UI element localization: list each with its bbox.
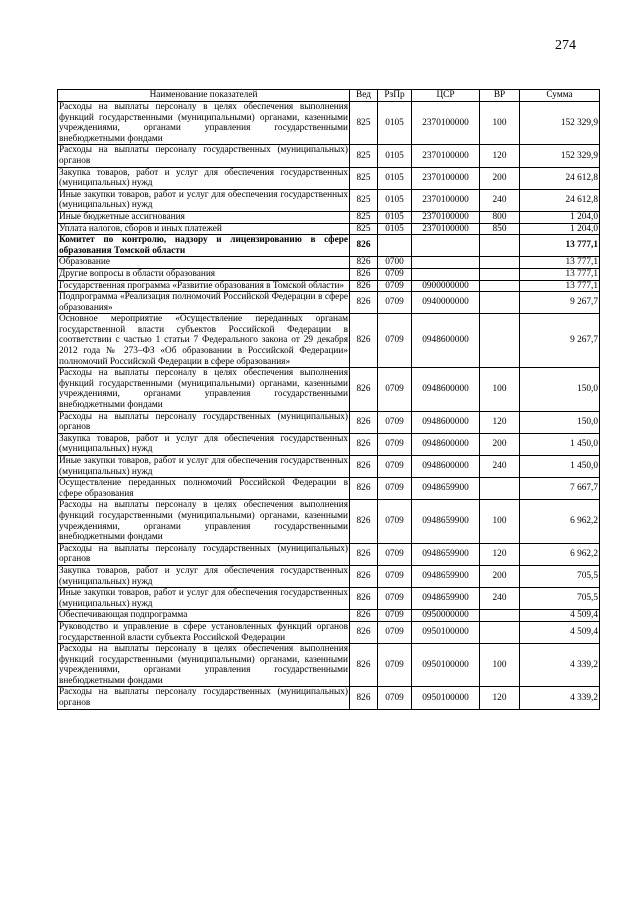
cell-csr: 0950100000 bbox=[412, 687, 480, 709]
cell-vr bbox=[480, 268, 520, 280]
cell-name: Другие вопросы в области образования bbox=[58, 268, 350, 280]
cell-ved: 826 bbox=[350, 235, 378, 257]
table-row bbox=[58, 145, 600, 167]
cell-rzpr: 0709 bbox=[378, 456, 412, 478]
cell-rzpr: 0105 bbox=[378, 223, 412, 235]
table-body bbox=[58, 102, 600, 710]
table-header-row bbox=[58, 90, 600, 102]
cell-rzpr: 0105 bbox=[378, 189, 412, 211]
cell-vr: 200 bbox=[480, 565, 520, 587]
cell-rzpr: 0105 bbox=[378, 211, 412, 223]
cell-csr: 2370100000 bbox=[412, 223, 480, 235]
cell-rzpr: 0709 bbox=[378, 411, 412, 433]
cell-rzpr: 0700 bbox=[378, 257, 412, 269]
cell-sum: 6 962,2 bbox=[520, 543, 600, 565]
cell-name: Расходы на выплаты персоналу государственных (муниципальных) органов bbox=[59, 687, 348, 709]
cell-rzpr: 0709 bbox=[378, 687, 412, 709]
cell-csr bbox=[412, 235, 480, 257]
cell-sum: 152 329,9 bbox=[520, 145, 600, 167]
table-row bbox=[58, 268, 600, 280]
cell-name: Осуществление переданных полномочий Российской Федерации в сфере образования bbox=[59, 478, 348, 499]
table-row bbox=[58, 565, 600, 587]
cell-name: Расходы на выплаты персоналу государственных (муниципальных) органов bbox=[59, 411, 348, 433]
cell-sum: 13 777,1 bbox=[520, 268, 600, 280]
cell-name: Расходы на выплаты персоналу государственных (муниципальных) органов bbox=[59, 145, 348, 166]
cell-vr: 100 bbox=[480, 644, 520, 687]
cell-csr: 0948659900 bbox=[412, 478, 480, 500]
cell-ved: 826 bbox=[350, 610, 378, 622]
cell-name: Расходы на выплаты персоналу в целях обеспечения выполнения функций государственными (муниципальными) органами, казенными учреждениями, органами управления государственными внебюджетными фондами bbox=[59, 102, 348, 144]
table-row bbox=[58, 314, 600, 368]
cell-vr: 120 bbox=[480, 145, 520, 167]
cell-ved: 825 bbox=[350, 189, 378, 211]
cell-csr: 0948659900 bbox=[412, 565, 480, 587]
cell-rzpr: 0709 bbox=[378, 478, 412, 500]
budget-table bbox=[57, 89, 600, 710]
cell-vr: 200 bbox=[480, 433, 520, 455]
table-row bbox=[58, 368, 600, 411]
cell-ved: 826 bbox=[350, 588, 378, 610]
cell-vr: 850 bbox=[480, 223, 520, 235]
cell-sum: 7 667,7 bbox=[520, 478, 600, 500]
cell-rzpr: 0709 bbox=[378, 621, 412, 643]
cell-ved: 826 bbox=[350, 543, 378, 565]
cell-name: Иные закупки товаров, работ и услуг для обеспечения государственных (муниципальных) нужд bbox=[59, 588, 348, 609]
cell-name: Расходы на выплаты персоналу в целях обеспечения выполнения функций государственными (муниципальными) органами, казенными учреждениями, органами управления государственными внебюджетными фондами bbox=[59, 368, 348, 411]
cell-csr bbox=[412, 257, 480, 269]
cell-sum: 4 339,2 bbox=[520, 687, 600, 709]
cell-ved: 825 bbox=[350, 223, 378, 235]
cell-rzpr: 0709 bbox=[378, 280, 412, 292]
cell-name: Комитет по контролю, надзору и лицензированию в сфере образования Томской области bbox=[59, 235, 348, 256]
cell-name: Расходы на выплаты персоналу в целях обеспечения выполнения функций государственными (муниципальными) органами, казенными учреждениями, органами управления государственными внебюджетными фондами bbox=[59, 644, 348, 686]
cell-sum: 705,5 bbox=[520, 565, 600, 587]
table-row bbox=[58, 102, 600, 145]
cell-ved: 826 bbox=[350, 644, 378, 687]
cell-sum: 4 509,4 bbox=[520, 621, 600, 643]
cell-vr bbox=[480, 280, 520, 292]
cell-name: Расходы на выплаты персоналу государственных (муниципальных) органов bbox=[59, 543, 348, 565]
cell-ved: 826 bbox=[350, 478, 378, 500]
cell-vr bbox=[480, 314, 520, 368]
cell-csr: 0948659900 bbox=[412, 500, 480, 543]
cell-csr: 2370100000 bbox=[412, 167, 480, 189]
cell-ved: 826 bbox=[350, 314, 378, 368]
cell-csr: 0948600000 bbox=[412, 368, 480, 411]
cell-csr: 0950000000 bbox=[412, 610, 480, 622]
header-name: Наименование показателей bbox=[58, 90, 350, 102]
cell-sum: 24 612,8 bbox=[520, 167, 600, 189]
cell-name: Иные закупки товаров, работ и услуг для обеспечения государственных (муниципальных) нужд bbox=[59, 189, 348, 211]
cell-rzpr: 0709 bbox=[378, 610, 412, 622]
cell-vr: 100 bbox=[480, 500, 520, 543]
table-row bbox=[58, 610, 600, 622]
cell-rzpr: 0709 bbox=[378, 268, 412, 280]
table-row bbox=[58, 235, 600, 257]
table-row bbox=[58, 543, 600, 565]
cell-ved: 826 bbox=[350, 565, 378, 587]
cell-vr: 120 bbox=[480, 411, 520, 433]
table-row bbox=[58, 433, 600, 455]
cell-csr bbox=[412, 268, 480, 280]
cell-name: Основное мероприятие «Осуществление переданных органам государственной власти субъектов Российской Федерации в соответствии с частью 1 статьи 7 Федерального закона от 29 декабря 2012 года № 273–ФЗ «Об образовании в Российской Федерации» полномочий Российской Федерации в сфере образования» bbox=[59, 314, 348, 367]
table-row bbox=[58, 644, 600, 687]
table-row bbox=[58, 257, 600, 269]
cell-sum: 4 509,4 bbox=[520, 610, 600, 622]
cell-sum: 1 450,0 bbox=[520, 433, 600, 455]
cell-csr: 0948600000 bbox=[412, 411, 480, 433]
cell-rzpr: 0709 bbox=[378, 644, 412, 687]
cell-vr: 100 bbox=[480, 368, 520, 411]
cell-name: Руководство и управление в сфере установленных функций органов государственной власти субъекта Российской Федерации bbox=[59, 621, 348, 643]
cell-csr: 0950100000 bbox=[412, 644, 480, 687]
cell-rzpr: 0709 bbox=[378, 588, 412, 610]
cell-sum: 1 204,0 bbox=[520, 211, 600, 223]
cell-sum: 24 612,8 bbox=[520, 189, 600, 211]
cell-rzpr: 0709 bbox=[378, 368, 412, 411]
cell-sum: 150,0 bbox=[520, 368, 600, 411]
cell-vr bbox=[480, 257, 520, 269]
cell-sum: 1 450,0 bbox=[520, 456, 600, 478]
cell-rzpr: 0105 bbox=[378, 102, 412, 145]
cell-vr: 240 bbox=[480, 588, 520, 610]
cell-vr bbox=[480, 478, 520, 500]
cell-ved: 826 bbox=[350, 433, 378, 455]
cell-ved: 826 bbox=[350, 687, 378, 709]
cell-sum: 9 267,7 bbox=[520, 292, 600, 314]
header-sum: Сумма bbox=[520, 90, 600, 102]
cell-sum: 13 777,1 bbox=[520, 235, 600, 257]
table-row bbox=[58, 280, 600, 292]
cell-ved: 826 bbox=[350, 280, 378, 292]
cell-name: Закупка товаров, работ и услуг для обеспечения государственных (муниципальных) нужд bbox=[59, 565, 348, 587]
cell-csr: 0948600000 bbox=[412, 314, 480, 368]
cell-vr: 800 bbox=[480, 211, 520, 223]
cell-vr: 100 bbox=[480, 102, 520, 145]
page-number: 274 bbox=[555, 38, 576, 53]
cell-sum: 4 339,2 bbox=[520, 644, 600, 687]
cell-name: Обеспечивающая подпрограмма bbox=[58, 610, 350, 622]
cell-csr: 2370100000 bbox=[412, 145, 480, 167]
cell-vr: 120 bbox=[480, 543, 520, 565]
table-row bbox=[58, 687, 600, 709]
cell-rzpr: 0709 bbox=[378, 433, 412, 455]
cell-name: Государственная программа «Развитие образования в Томской области» bbox=[58, 280, 350, 292]
table-row bbox=[58, 478, 600, 500]
cell-name: Закупка товаров, работ и услуг для обеспечения государственных (муниципальных) нужд bbox=[59, 167, 348, 189]
table-row bbox=[58, 411, 600, 433]
cell-ved: 825 bbox=[350, 145, 378, 167]
cell-ved: 826 bbox=[350, 292, 378, 314]
table-row bbox=[58, 189, 600, 211]
cell-name: Закупка товаров, работ и услуг для обеспечения государственных (муниципальных) нужд bbox=[59, 433, 348, 455]
cell-rzpr bbox=[378, 235, 412, 257]
cell-rzpr: 0709 bbox=[378, 543, 412, 565]
cell-csr: 2370100000 bbox=[412, 102, 480, 145]
cell-ved: 826 bbox=[350, 456, 378, 478]
cell-name: Подпрограмма «Реализация полномочий Российской Федерации в сфере образования» bbox=[59, 292, 348, 313]
cell-ved: 825 bbox=[350, 102, 378, 145]
header-vr: ВР bbox=[480, 90, 520, 102]
cell-sum: 9 267,7 bbox=[520, 314, 600, 368]
cell-name: Расходы на выплаты персоналу в целях обеспечения выполнения функций государственными (муниципальными) органами, казенными учреждениями, органами управления государственными внебюджетными фондами bbox=[59, 500, 348, 543]
cell-csr: 0940000000 bbox=[412, 292, 480, 314]
header-rzpr: РзПр bbox=[378, 90, 412, 102]
table-row bbox=[58, 223, 600, 235]
cell-sum: 150,0 bbox=[520, 411, 600, 433]
cell-rzpr: 0105 bbox=[378, 145, 412, 167]
cell-csr: 2370100000 bbox=[412, 211, 480, 223]
cell-sum: 1 204,0 bbox=[520, 223, 600, 235]
cell-ved: 825 bbox=[350, 211, 378, 223]
cell-rzpr: 0709 bbox=[378, 565, 412, 587]
table-row bbox=[58, 588, 600, 610]
cell-vr: 240 bbox=[480, 189, 520, 211]
cell-vr bbox=[480, 621, 520, 643]
cell-csr: 0948659900 bbox=[412, 543, 480, 565]
cell-name: Иные закупки товаров, работ и услуг для обеспечения государственных (муниципальных) нужд bbox=[59, 456, 348, 477]
cell-ved: 826 bbox=[350, 257, 378, 269]
cell-sum: 13 777,1 bbox=[520, 280, 600, 292]
cell-sum: 705,5 bbox=[520, 588, 600, 610]
cell-ved: 826 bbox=[350, 621, 378, 643]
cell-rzpr: 0709 bbox=[378, 314, 412, 368]
cell-rzpr: 0105 bbox=[378, 167, 412, 189]
cell-ved: 826 bbox=[350, 500, 378, 543]
cell-sum: 152 329,9 bbox=[520, 102, 600, 145]
cell-csr: 2370100000 bbox=[412, 189, 480, 211]
cell-vr: 240 bbox=[480, 456, 520, 478]
cell-name: Образование bbox=[58, 257, 350, 269]
table-row bbox=[58, 500, 600, 543]
header-csr: ЦСР bbox=[412, 90, 480, 102]
table-row bbox=[58, 621, 600, 643]
cell-ved: 825 bbox=[350, 167, 378, 189]
cell-csr: 0948600000 bbox=[412, 456, 480, 478]
table-row bbox=[58, 456, 600, 478]
cell-ved: 826 bbox=[350, 268, 378, 280]
cell-csr: 0900000000 bbox=[412, 280, 480, 292]
header-ved: Вед bbox=[350, 90, 378, 102]
cell-vr bbox=[480, 610, 520, 622]
cell-vr: 120 bbox=[480, 687, 520, 709]
cell-rzpr: 0709 bbox=[378, 500, 412, 543]
cell-csr: 0950100000 bbox=[412, 621, 480, 643]
cell-sum: 13 777,1 bbox=[520, 257, 600, 269]
table-row bbox=[58, 292, 600, 314]
cell-vr bbox=[480, 235, 520, 257]
cell-csr: 0948600000 bbox=[412, 433, 480, 455]
cell-sum: 6 962,2 bbox=[520, 500, 600, 543]
table-row bbox=[58, 211, 600, 223]
cell-name: Уплата налогов, сборов и иных платежей bbox=[58, 223, 350, 235]
cell-rzpr: 0709 bbox=[378, 292, 412, 314]
table-row bbox=[58, 167, 600, 189]
cell-ved: 826 bbox=[350, 411, 378, 433]
cell-ved: 826 bbox=[350, 368, 378, 411]
cell-name: Иные бюджетные ассигнования bbox=[58, 211, 350, 223]
cell-vr: 200 bbox=[480, 167, 520, 189]
cell-csr: 0948659900 bbox=[412, 588, 480, 610]
cell-vr bbox=[480, 292, 520, 314]
